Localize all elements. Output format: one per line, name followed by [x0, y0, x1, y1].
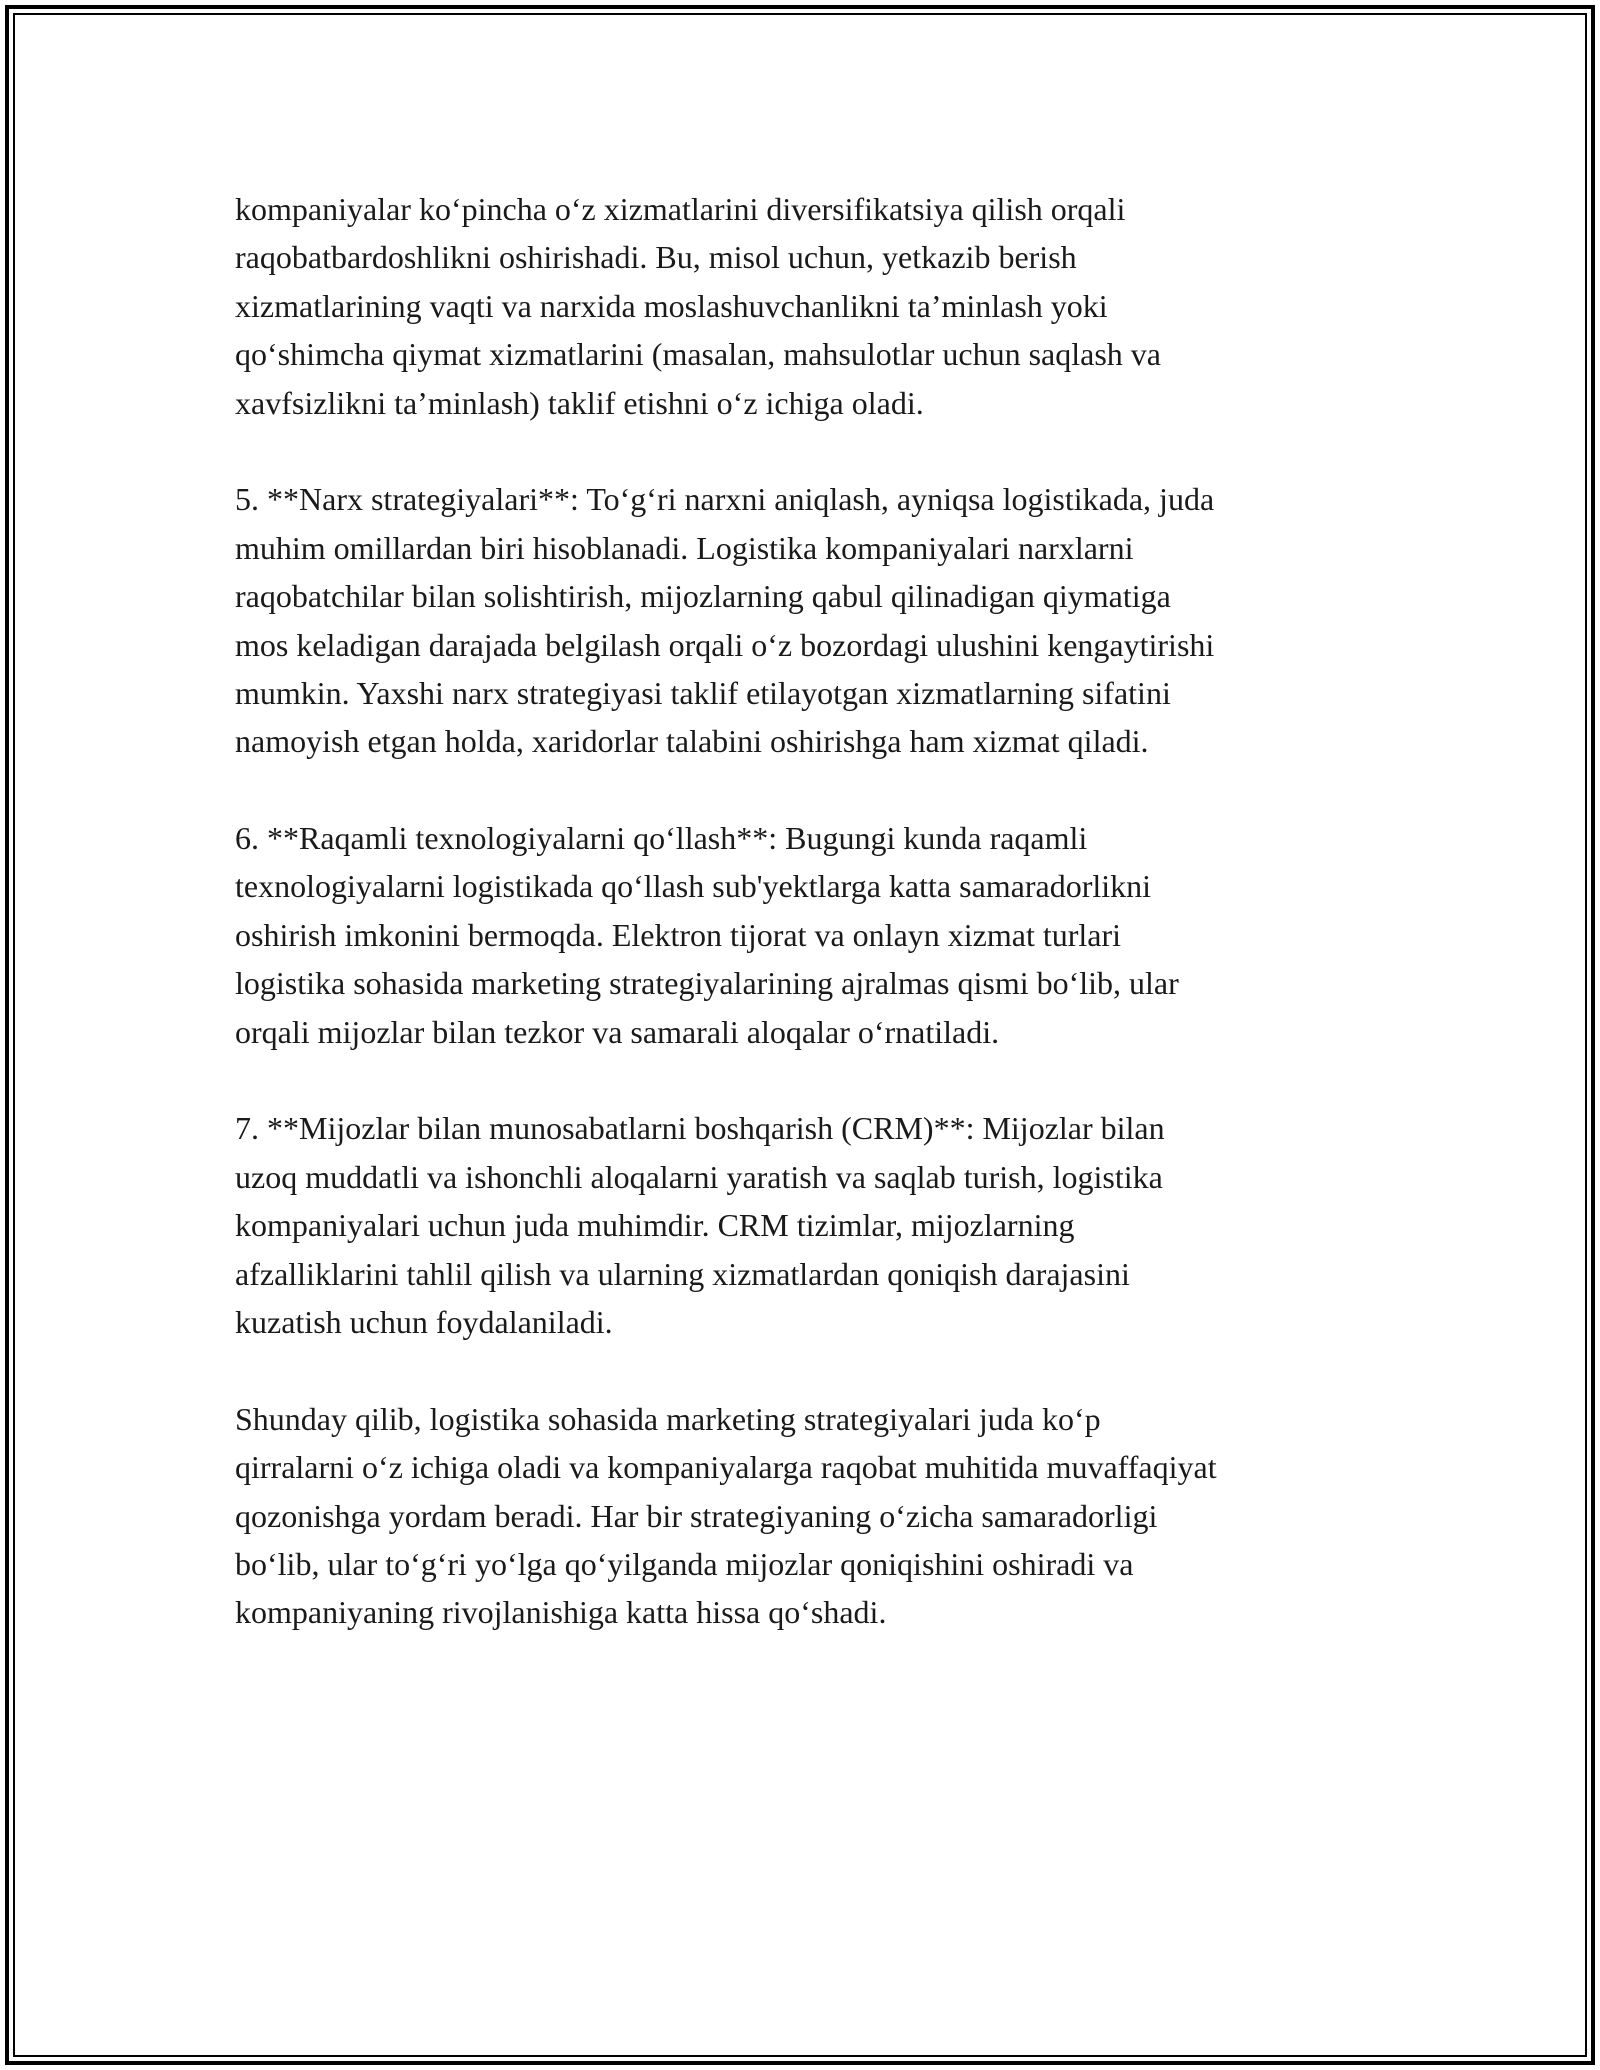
- text-line: 6. **Raqamli texnologiyalarni qo‘llash**: Bugungi kunda raqamli: [235, 820, 1088, 857]
- paragraph-diversification: [235, 185, 1365, 427]
- text-line: muhim omillardan biri hisoblanadi. Logistika kompaniyalari narxlarni: [235, 529, 1134, 566]
- paragraph-conclusion: [235, 1395, 1365, 1637]
- text-line: oshirish imkonini bermoqda. Elektron tijorat va onlayn xizmat turlari: [235, 916, 1122, 953]
- text-line: raqobatbardoshlikni oshirishadi. Bu, misol uchun, yetkazib berish: [235, 239, 1077, 276]
- text-line: raqobatchilar bilan solishtirish, mijozlarning qabul qilinadigan qiymatiga: [235, 578, 1171, 615]
- text-line: qo‘shimcha qiymat xizmatlarini (masalan, mahsulotlar uchun saqlash va: [235, 336, 1161, 373]
- text-line: texnologiyalarni logistikada qo‘llash sub'yektlarga katta samaradorlikni: [235, 868, 1152, 905]
- text-line: kuzatish uchun foydalaniladi.: [235, 1303, 613, 1340]
- text-line: mos keladigan darajada belgilash orqali o‘z bozordagi ulushini kengaytirishi: [235, 626, 1215, 663]
- text-line: qozonishga yordam beradi. Har bir strategiyaning o‘zicha samaradorligi: [235, 1497, 1158, 1534]
- paragraph-digital-technologies: [235, 814, 1365, 1056]
- text-line: xavfsizlikni ta’minlash) taklif etishni o‘z ichiga oladi.: [235, 384, 924, 421]
- document-body: [235, 185, 1365, 1685]
- text-line: bo‘lib, ular to‘g‘ri yo‘lga qo‘yilganda mijozlar qoniqishini oshiradi va: [235, 1545, 1134, 1582]
- text-line: kompaniyalar ko‘pincha o‘z xizmatlarini diversifikatsiya qilish orqali: [235, 191, 1126, 227]
- paragraph-pricing-strategies: [235, 475, 1365, 765]
- text-line: 7. **Mijozlar bilan munosabatlarni boshqarish (CRM)**: Mijozlar bilan: [235, 1110, 1165, 1147]
- text-line: afzalliklarini tahlil qilish va ularning xizmatlardan qoniqish darajasini: [235, 1255, 1130, 1292]
- text-line: kompaniyaning rivojlanishiga katta hissa qo‘shadi.: [235, 1594, 887, 1631]
- text-line: xizmatlarining vaqti va narxida moslashuvchanlikni ta’minlash yoki: [235, 287, 1108, 324]
- text-line: kompaniyalari uchun juda muhimdir. CRM tizimlar, mijozlarning: [235, 1207, 1075, 1244]
- text-line: mumkin. Yaxshi narx strategiyasi taklif etilayotgan xizmatlarning sifatini: [235, 674, 1171, 711]
- text-line: qirralarni o‘z ichiga oladi va kompaniyalarga raqobat muhitida muvaffaqiyat: [235, 1449, 1217, 1486]
- text-line: Shunday qilib, logistika sohasida marketing strategiyalari juda ko‘p: [235, 1400, 1101, 1437]
- paragraph-crm: [235, 1104, 1365, 1346]
- text-line: uzoq muddatli va ishonchli aloqalarni yaratish va saqlab turish, logistika: [235, 1158, 1163, 1195]
- text-line: orqali mijozlar bilan tezkor va samarali aloqalar o‘rnatiladi.: [235, 1013, 1000, 1050]
- text-line: namoyish etgan holda, xaridorlar talabini oshirishga ham xizmat qiladi.: [235, 723, 1149, 760]
- text-line: logistika sohasida marketing strategiyalarining ajralmas qismi bo‘lib, ular: [235, 965, 1179, 1002]
- text-line: 5. **Narx strategiyalari**: To‘g‘ri narxni aniqlash, ayniqsa logistikada, juda: [235, 481, 1215, 518]
